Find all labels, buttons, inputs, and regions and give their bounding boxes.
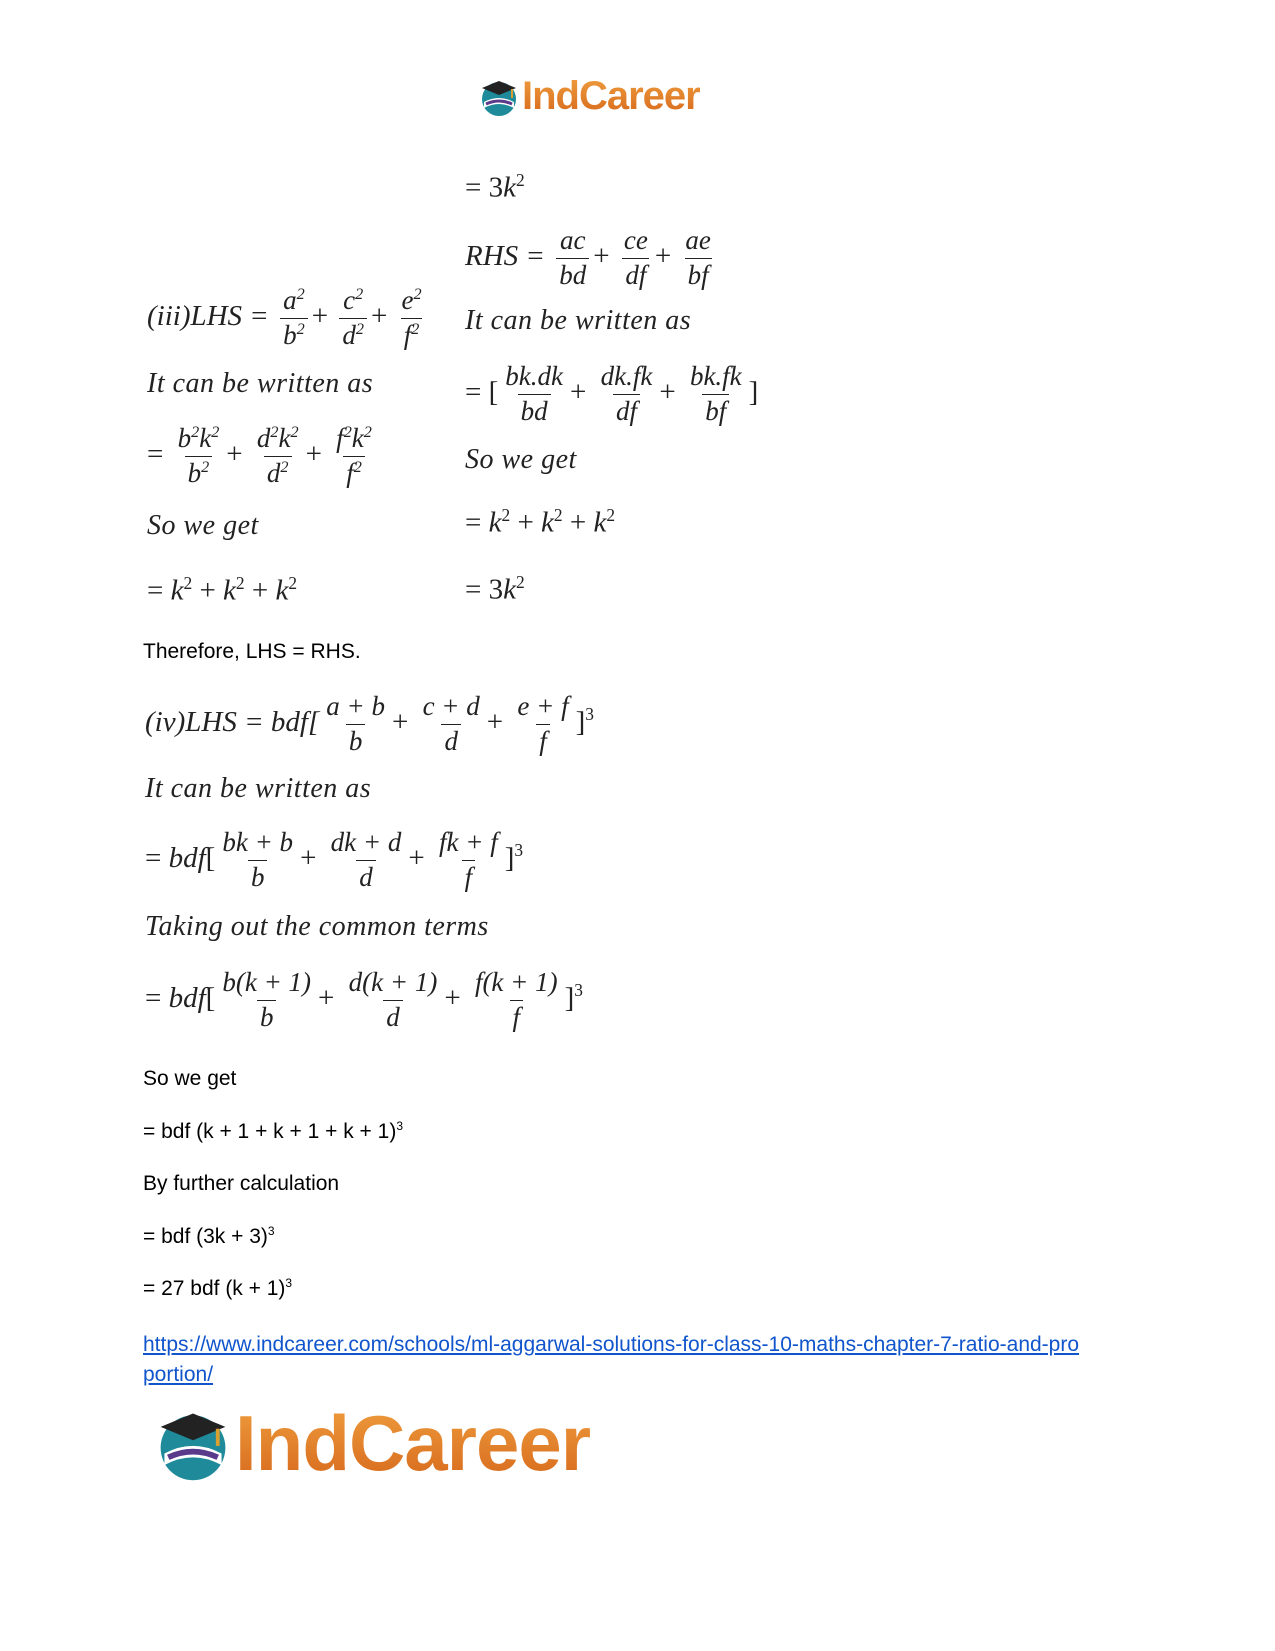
- iii-label: (iii)LHS =: [147, 299, 269, 332]
- left-text-soweget: So we get: [147, 510, 259, 541]
- graduation-cap-book-globe-icon: [153, 1404, 233, 1484]
- source-link[interactable]: https://www.indcareer.com/schools/ml-aggarwal-solutions-for-class-10-maths-chapter-7-ratio-and-proportion/: [143, 1333, 1080, 1386]
- footer-logo-text: IndCareer: [235, 1399, 591, 1487]
- right-text-soweget: So we get: [465, 444, 577, 475]
- iv-lhs: (iv)LHS = bdf[ $\frac{a + b}{b}$ + $\frac{c + d}{d}$ + $\frac{e + f}{f}$ ]$^3$: [145, 691, 594, 756]
- rhs-label: RHS =: [465, 239, 545, 272]
- right-eq-3k2-top: = $3k^2$: [465, 170, 525, 204]
- right-eq-final: = $3k^2$: [465, 572, 525, 606]
- right-rhs-expression: RHS = $\frac{ac}{bd}$ + $\frac{ce}{df}$ + $\frac{ae}{bf}$: [465, 225, 711, 290]
- iv-label: (iv)LHS = bdf[: [145, 705, 320, 738]
- iv-text-written: It can be written as: [145, 773, 372, 804]
- plain-line-3: = 27 bdf $(k + 1)^3$: [143, 1276, 293, 1300]
- right-eq-bracket: = [ $\frac{bk.dk}{bd}$ + $\frac{dk.fk}{df}$ + $\frac{bk.fk}{bf}$ ]: [465, 361, 759, 426]
- header-logo: [478, 74, 700, 119]
- iv-text-common: Taking out the common terms: [145, 911, 489, 942]
- graduation-cap-book-globe-icon: [478, 76, 520, 118]
- therefore-text: Therefore, LHS = RHS.: [143, 640, 361, 663]
- left-iii-lhs: (iii)LHS = $\frac{a^2}{b^2}$ + $\frac{c^2}{d^2}$ + $\frac{e^2}{f^2}$: [147, 285, 422, 350]
- right-text-written: It can be written as: [465, 305, 692, 336]
- iv-eq-expanded: = bdf[ $\frac{bk + b}{b}$ + $\frac{dk + d}{d}$ + $\frac{fk + f}{f}$ ]$^3$: [145, 827, 524, 892]
- plain-line-1: = bdf $(k + 1 + k + 1 + k + 1)^3$: [143, 1119, 403, 1143]
- left-text-written: It can be written as: [147, 368, 374, 399]
- plain-line-2: = bdf $(3k + 3)^3$: [143, 1224, 275, 1248]
- left-eq-sum: = $k^2 + k^2 + k^2$: [147, 573, 298, 607]
- right-eq-sum: = $k^2 + k^2 + k^2$: [465, 505, 616, 539]
- header-logo-text: IndCareer: [522, 74, 700, 118]
- footer-logo: [153, 1398, 590, 1489]
- so-we-get-text: So we get: [143, 1067, 237, 1090]
- left-eq-expanded: = $\frac{b^2k^2}{b^2}$ + $\frac{d^2k^2}{d^2}$ + $\frac{f^2k^2}{f^2}$: [147, 423, 372, 488]
- iv-eq-factored: = bdf[ $\frac{b(k + 1)}{b}$ + $\frac{d(k + 1)}{d}$ + $\frac{f(k + 1)}{f}$ ]$^3$: [145, 967, 583, 1032]
- further-calc-text: By further calculation: [143, 1172, 340, 1195]
